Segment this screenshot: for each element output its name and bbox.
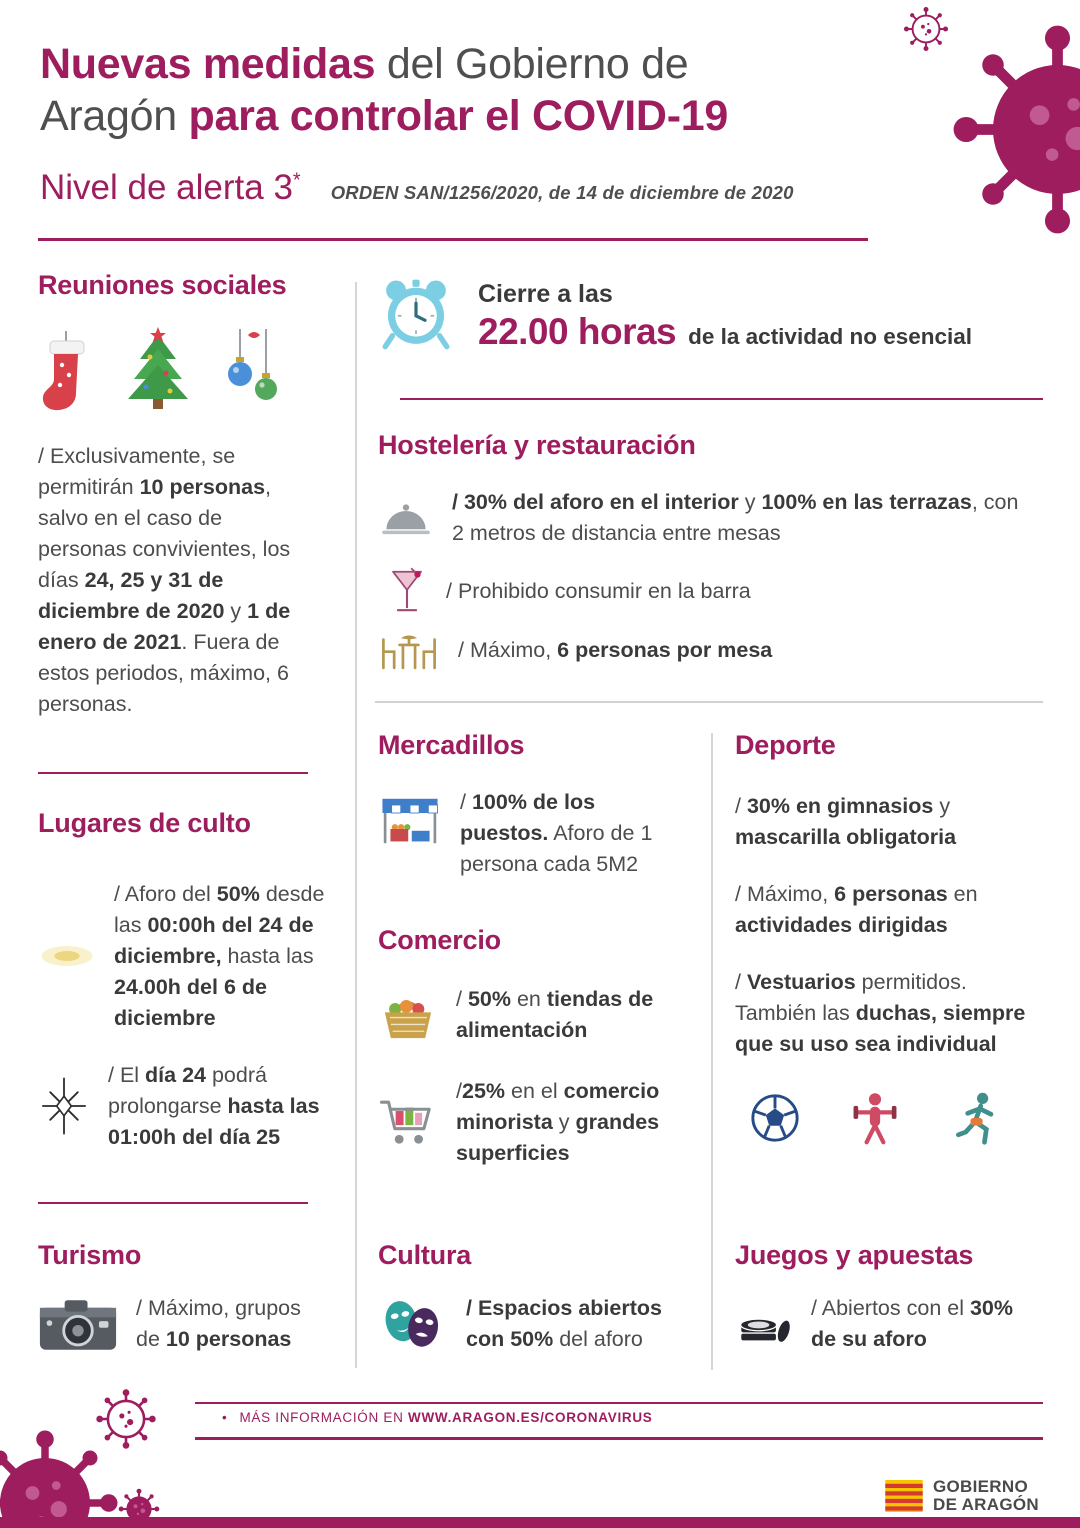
- section-comercio: [378, 925, 683, 1169]
- shopping-cart-icon: [378, 1095, 438, 1150]
- comercio-item-1: [378, 984, 683, 1046]
- culto-item-2: [38, 1060, 328, 1153]
- cultura-item-1: [378, 1293, 683, 1355]
- horizontal-divider-mid: [375, 701, 1043, 703]
- market-stall-icon: [378, 793, 442, 849]
- stocking-icon: [38, 331, 94, 415]
- comercio-item-2: [378, 1076, 683, 1169]
- section-turismo: [38, 1240, 333, 1355]
- camera-icon: [38, 1294, 118, 1354]
- table-chairs-icon: [378, 631, 440, 671]
- virus-icon: [950, 22, 1080, 237]
- section-heading-hosteleria: Hostelería y restauración: [378, 430, 696, 460]
- divider: [38, 772, 308, 774]
- section-heading-reuniones: Reuniones sociales: [38, 270, 287, 300]
- closure-time: 22.00 horas: [478, 311, 677, 352]
- section-cultura: [378, 1240, 683, 1355]
- section-heading-turismo: Turismo: [38, 1240, 142, 1270]
- theater-masks-icon: [378, 1296, 448, 1351]
- hosteleria-item-3: [378, 631, 1046, 671]
- closure-rest: de la actividad no esencial: [688, 324, 973, 349]
- footer-info: [222, 1410, 653, 1425]
- deporte-item-text: / Máximo, 6 personas en actividades dirigidas: [735, 881, 978, 937]
- candle-glow-icon: [38, 936, 96, 976]
- christmas-tree-icon: [120, 325, 196, 415]
- alert-row: [40, 168, 940, 208]
- logo-line1: GOBIERNO: [933, 1477, 1028, 1496]
- divider: [400, 398, 1043, 400]
- deporte-item-text: / Vestuarios permitidos. También las duchas, siempre que su uso sea individual: [735, 969, 1026, 1056]
- hosteleria-item-text: / 30% del aforo en el interior y 100% en las terrazas, con 2 metros de distancia entre mesas: [452, 490, 1019, 545]
- mercadillos-item-text: / 100% de los puestos. Aforo de 1 persona cada 5M2: [460, 790, 653, 876]
- hosteleria-item-2: [378, 567, 1046, 617]
- poker-chips-icon: [735, 1297, 793, 1351]
- page-title-line1: Nuevas medidas del Gobierno de: [40, 40, 689, 88]
- section-hosteleria: [378, 430, 1046, 671]
- logo-text: [933, 1478, 1039, 1515]
- alert-level-text: Nivel de alerta 3: [40, 168, 293, 207]
- culto-item-text: / Aforo del 50% desde las 00:00h del 24 de diciembre, hasta las 24.00h del 6 de diciembre: [114, 882, 325, 1030]
- section-heading-comercio: Comercio: [378, 925, 501, 955]
- alarm-clock-icon: [378, 276, 454, 352]
- order-reference: ORDEN SAN/1256/2020, de 14 de diciembre de 2020: [330, 182, 794, 203]
- bottom-bar: [0, 1517, 1080, 1528]
- section-heading-culto: Lugares de culto: [38, 808, 251, 838]
- section-juegos: [735, 1240, 1050, 1355]
- bullet-icon: •: [222, 1410, 228, 1425]
- footer-divider-top: [195, 1402, 1043, 1404]
- section-heading-mercadillos: Mercadillos: [378, 730, 525, 760]
- closure-text: [478, 276, 972, 353]
- header: [40, 38, 880, 143]
- section-heading-cultura: Cultura: [378, 1240, 472, 1270]
- deporte-item-text: / 30% en gimnasios y mascarilla obligatoria: [735, 794, 957, 849]
- logo-line2: DE ARAGÓN: [933, 1495, 1039, 1515]
- virus-icon: [903, 6, 949, 52]
- food-basket-icon: [378, 988, 438, 1042]
- hosteleria-item-text: / Máximo, 6 personas por mesa: [458, 638, 773, 663]
- comercio-item-text: / 50% en tiendas de alimentación: [456, 987, 654, 1042]
- culto-item-1: [38, 879, 328, 1034]
- alert-level: [40, 168, 301, 208]
- vertical-divider-left: [355, 282, 357, 1368]
- serving-cloche-icon: [378, 498, 434, 538]
- page-title-line2: Aragón para controlar el COVID-19: [40, 92, 728, 141]
- star-icon: [38, 1076, 90, 1136]
- closure-block: [378, 276, 1048, 353]
- divider: [38, 1202, 308, 1204]
- juegos-item-1: [735, 1293, 1050, 1355]
- section-reuniones: [38, 270, 313, 720]
- soccer-ball-icon: [749, 1092, 801, 1144]
- footer-info-text: MÁS INFORMACIÓN EN WWW.ARAGON.ES/CORONAVIRUS: [239, 1410, 653, 1425]
- culto-item-text: / El día 24 podrá prolongarse hasta las 01:00h del día 25: [108, 1062, 320, 1149]
- closure-intro: Cierre a las: [478, 280, 613, 308]
- christmas-icons-row: [38, 319, 313, 415]
- gobierno-aragon-logo: [885, 1478, 1039, 1515]
- sports-icons-row: [735, 1090, 1050, 1146]
- virus-icon: [0, 1428, 120, 1528]
- mercadillos-item-1: [378, 787, 683, 880]
- section-deporte: [735, 730, 1050, 1146]
- ornaments-icon: [222, 329, 286, 415]
- hosteleria-item-text: / Prohibido consumir en la barra: [446, 579, 751, 604]
- footer-divider-bottom: [195, 1437, 1043, 1440]
- hosteleria-item-1: [378, 487, 1046, 549]
- vertical-divider-right: [711, 733, 713, 1370]
- comercio-item-text: /25% en el comercio minorista y grandes superficies: [456, 1078, 660, 1165]
- weightlifter-icon: [847, 1090, 903, 1146]
- section-heading-juegos: Juegos y apuestas: [735, 1240, 974, 1270]
- turismo-item-1: [38, 1293, 333, 1355]
- section-culto: [38, 808, 328, 1153]
- aragon-flag-icon: [885, 1480, 923, 1512]
- runner-icon: [949, 1090, 1005, 1146]
- juegos-item-text: / Abiertos con el 30% de su aforo: [811, 1296, 1013, 1351]
- alert-asterisk: *: [292, 169, 301, 192]
- header-divider: [38, 238, 868, 241]
- turismo-item-text: / Máximo, grupos de 10 personas: [136, 1296, 301, 1351]
- section-heading-deporte: Deporte: [735, 730, 836, 760]
- cultura-item-text: / Espacios abiertos con 50% del aforo: [466, 1296, 662, 1351]
- section-mercadillos: [378, 730, 683, 880]
- cocktail-icon: [386, 567, 428, 617]
- reuniones-body-text: / Exclusivamente, se permitirán 10 personas, salvo en el caso de personas convivientes, los días 24, 25 y 31 de diciembre de 2020 y 1 de enero de 2021. Fuera de estos periodos, máximo, 6 personas.: [38, 444, 291, 716]
